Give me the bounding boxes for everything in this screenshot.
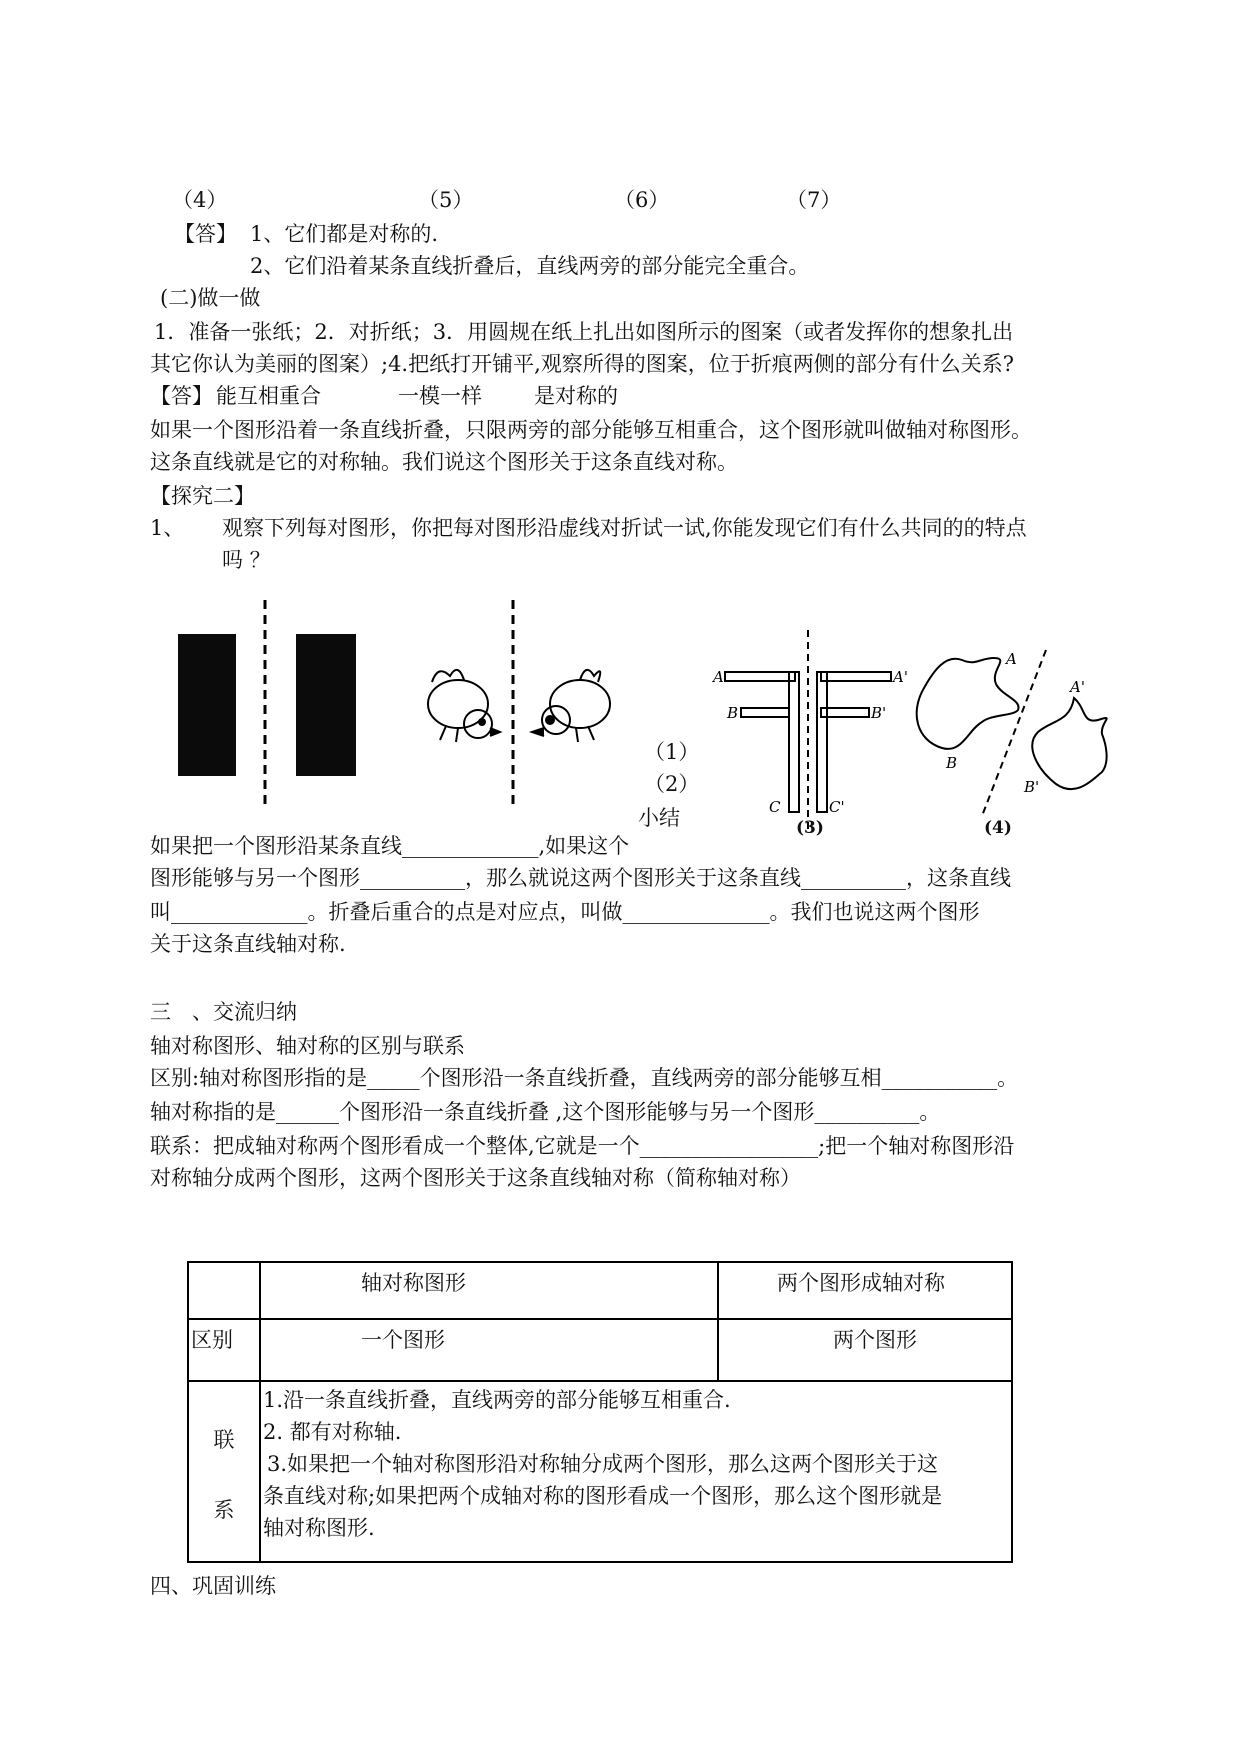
rectangle-left bbox=[178, 634, 236, 776]
explore2-number: 1、 bbox=[150, 516, 185, 540]
section3-diff-line-2: 轴对称指的是______个图形沿一条直线折叠 ,这个图形能够与另一个图形__________。 bbox=[150, 1100, 941, 1124]
answer-line-1: 1、它们都是对称的. bbox=[250, 222, 439, 246]
fig4-point-b: B bbox=[946, 754, 958, 772]
figure-label-4: （4） bbox=[172, 188, 228, 212]
table-link-line-3: 3.如果把一个轴对称图形沿对称轴分成两个图形，那么这两个图形关于这 bbox=[267, 1452, 939, 1476]
fig3-point-c-prime: C' bbox=[829, 798, 845, 816]
table-row-link-label bbox=[188, 1381, 260, 1562]
table-link-line-4: 条直线对称;如果把两个成轴对称的图形看成一个图形，那么这个图形就是 bbox=[263, 1484, 943, 1508]
summary-line-3: 叫_____________。折叠后重合的点是对应点，叫做______________。我们也说这两个图形 bbox=[150, 900, 980, 924]
section3-link-line-1: 联系：把成轴对称两个图形看成一个整体,它就是一个_________________;把一个轴对称图形沿 bbox=[150, 1134, 1015, 1158]
section-do-answer-3: 是对称的 bbox=[534, 384, 618, 408]
section-do-answer-2: 一模一样 bbox=[398, 384, 482, 408]
table-row-diff-col1: 一个图形 bbox=[260, 1319, 718, 1381]
fig3-point-a-prime: A' bbox=[893, 668, 908, 686]
table-header-empty bbox=[188, 1262, 260, 1319]
table-link-line-2: 2. 都有对称轴. bbox=[263, 1420, 402, 1444]
table-link-label-1: 联 bbox=[213, 1427, 235, 1452]
table-row-link-content bbox=[260, 1381, 1012, 1562]
explore2-title: 【探究二】 bbox=[150, 484, 255, 508]
summary-line-4: 关于这条直线轴对称. bbox=[150, 932, 346, 956]
definition-line-2: 这条直线就是它的对称轴。我们说这个图形关于这条直线对称。 bbox=[150, 450, 738, 474]
table-row-diff-label: 区别 bbox=[188, 1319, 260, 1381]
table-header-col2: 两个图形成轴对称 bbox=[718, 1262, 1012, 1319]
figure-label-5: （5） bbox=[418, 188, 474, 212]
fig4-point-b-prime: B' bbox=[1024, 778, 1040, 796]
section-do-answer-tag: 【答】 bbox=[150, 384, 213, 408]
figure-label-1: （1） bbox=[644, 740, 700, 764]
figure-label-7: （7） bbox=[786, 188, 842, 212]
fig3-point-b: B bbox=[727, 704, 739, 722]
section3-diff-line-1: 区别:轴对称图形指的是_____个图形沿一条直线折叠，直线两旁的部分能够互相___________。 bbox=[150, 1066, 1019, 1090]
answer-line-2: 2、它们沿着某条直线折叠后，直线两旁的部分能完全重合。 bbox=[250, 254, 810, 278]
figure-4-blobs bbox=[906, 640, 1126, 840]
section4-title: 四、巩固训练 bbox=[150, 1574, 276, 1598]
summary-line-1: 如果把一个图形沿某条直线_____________,如果这个 bbox=[150, 834, 630, 858]
section3-title: 三 、交流归纳 bbox=[150, 1000, 297, 1024]
figure-3-comb bbox=[705, 630, 908, 840]
bird-right-icon bbox=[532, 670, 610, 742]
figure-1-rectangles bbox=[160, 592, 370, 814]
bird-left-icon bbox=[428, 670, 500, 742]
summary-title: 小结 bbox=[638, 806, 680, 830]
figure-label-4b: (4) bbox=[984, 818, 1012, 838]
section-do-answer-1: 能互相重合 bbox=[216, 384, 321, 408]
comparison-table bbox=[187, 1261, 1013, 1563]
table-row-diff-col2: 两个图形 bbox=[718, 1319, 1012, 1381]
answer-tag: 【答】 bbox=[174, 222, 237, 246]
fig3-point-b-prime: B' bbox=[871, 704, 887, 722]
rectangle-right bbox=[296, 634, 356, 776]
section-do-title: (二)做一做 bbox=[160, 286, 261, 310]
table-header-col1: 轴对称图形 bbox=[260, 1262, 718, 1319]
summary-line-2: 图形能够与另一个图形__________，那么就说这两个图形关于这条直线__________，这条直线 bbox=[150, 866, 1011, 890]
section-do-line-2: 其它你认为美丽的图案）;4.把纸打开铺平,观察所得的图案，位于折痕两侧的部分有什么关系? bbox=[150, 352, 1015, 376]
fig4-point-a-prime: A' bbox=[1070, 678, 1085, 696]
fig3-point-a: A bbox=[713, 668, 724, 686]
explore2-question-line-2: 吗 ？ bbox=[222, 548, 271, 572]
figure-label-6: （6） bbox=[614, 188, 670, 212]
section-do-line-1: 1．准备一张纸；2．对折纸；3．用圆规在纸上扎出如图所示的图案（或者发挥你的想象扎出 bbox=[154, 320, 1014, 344]
explore2-question-line-1: 观察下列每对图形，你把每对图形沿虚线对折试一试,你能发现它们有什么共同的的特点 bbox=[222, 516, 1027, 540]
table-link-label-2: 系 bbox=[213, 1497, 235, 1522]
table-link-line-5: 轴对称图形. bbox=[263, 1516, 375, 1540]
figure-label-2: （2） bbox=[644, 772, 700, 796]
figure-label-3: (3) bbox=[796, 818, 824, 838]
fig3-point-c: C bbox=[769, 798, 781, 816]
section3-subtitle: 轴对称图形、轴对称的区别与联系 bbox=[150, 1034, 465, 1058]
section3-link-line-2: 对称轴分成两个图形，这两个图形关于这条直线轴对称（简称轴对称） bbox=[150, 1166, 801, 1190]
fig4-point-a: A bbox=[1006, 650, 1017, 668]
figure-2-birds bbox=[412, 592, 642, 814]
definition-line-1: 如果一个图形沿着一条直线折叠，只限两旁的部分能够互相重合，这个图形就叫做轴对称图形。 bbox=[150, 418, 1032, 442]
table-link-line-1: 1.沿一条直线折叠，直线两旁的部分能够互相重合. bbox=[263, 1388, 731, 1412]
